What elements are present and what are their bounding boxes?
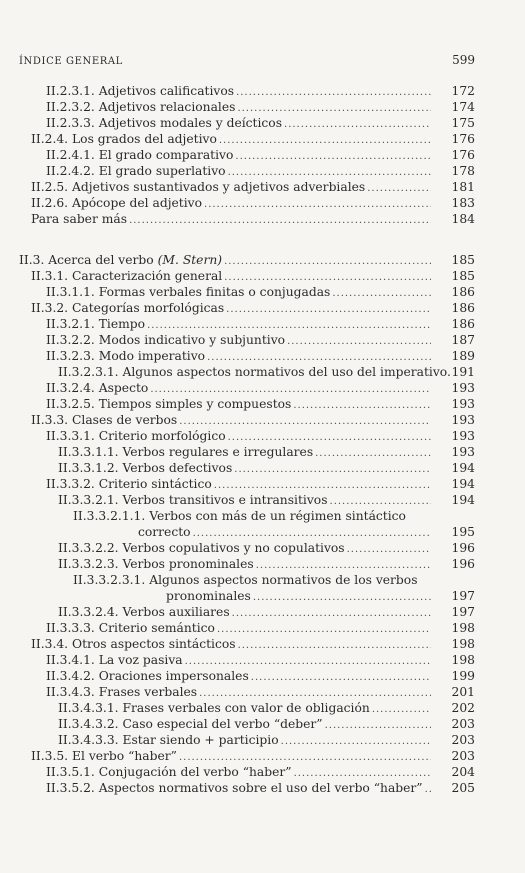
toc-entry: II.3.5. El verbo “haber” ..... 203 [0,748,525,764]
toc-entry: II.3.5.2. Aspectos normativos sobre el uso del verbo “haber” ..... 205 [0,780,525,796]
toc-entry: II.3.3.2.3.1. Algunos aspectos normativos de los verbos [73,573,418,587]
toc-entry: II.3.1.1. Formas verbales finitas o conjugadas ..... 186 [0,284,525,300]
toc-entry: II.3.2.5. Tiempos simples y compuestos ..... 193 [0,396,525,412]
toc-entry: II.3.4.3.3. Estar siendo + participio ..... 203 [0,732,525,748]
toc-entry: II.3.2.2. Modos indicativo y subjuntivo ..... 187 [0,332,525,348]
toc-entry: II.3.3.1. Criterio morfológico ..... 193 [0,428,525,444]
toc-entry: II.2.6. Apócope del adjetivo ..... 183 [0,195,525,211]
toc-entry: II.3.5.1. Conjugación del verbo “haber” ..... 204 [0,764,525,780]
toc-entry-section: II.3. Acerca del verbo (M. Stern) ..... 185 [0,252,525,268]
toc-entry: II.3.4.1. La voz pasiva ..... 198 [0,652,525,668]
toc-entry: II.3.2.3.1. Algunos aspectos normativos del uso del imperativo. 191 [58,365,475,379]
toc-entry: II.3.2.4. Aspecto ..... 193 [0,380,525,396]
toc-entry: II.3.4.3. Frases verbales ..... 201 [0,684,525,700]
toc-entry: Para saber más ..... 184 [0,211,525,227]
toc-entry: II.3.4.3.2. Caso especial del verbo “deber” ..... 203 [0,716,525,732]
toc-entry: II.3.4. Otros aspectos sintácticos ..... 198 [0,636,525,652]
toc-entry: II.3.2.1. Tiempo ..... 186 [0,316,525,332]
toc-entry: II.2.3.3. Adjetivos modales y deícticos ..... 175 [0,115,525,131]
toc-entry: II.3.3.2.1.1. Verbos con más de un régimen sintáctico [73,509,406,523]
toc-entry: II.2.5. Adjetivos sustantivados y adjetivos adverbiales ..... 181 [0,179,525,195]
toc-entry: II.3.3.2.4. Verbos auxiliares ..... 197 [0,604,525,620]
toc-entry: II.3.3.2.2. Verbos copulativos y no copulativos ..... 196 [0,540,525,556]
toc-entry: II.3.4.3.1. Frases verbales con valor de obligación ..... 202 [0,700,525,716]
toc-entry: II.3.3.2.1. Verbos transitivos e intransitivos ..... 194 [0,492,525,508]
toc-entry: II.3.1. Caracterización general ..... 185 [0,268,525,284]
header-title: ÍNDICE GENERAL [19,56,123,67]
toc-entry: pronominales ..... 197 [0,588,525,604]
toc-entry: II.3.3.2.3. Verbos pronominales ..... 196 [0,556,525,572]
toc-entry: II.3.3. Clases de verbos ..... 193 [0,412,525,428]
toc-entry: II.3.3.3. Criterio semántico ..... 198 [0,620,525,636]
toc-entry: II.2.4.2. El grado superlativo ..... 178 [0,163,525,179]
toc-entry: II.3.4.2. Oraciones impersonales ..... 199 [0,668,525,684]
header-page-number: 599 [452,53,475,67]
toc-entry: II.3.3.1.1. Verbos regulares e irregulares ..... 193 [0,444,525,460]
toc-entry: II.2.4.1. El grado comparativo ..... 176 [0,147,525,163]
toc-entry: II.2.4. Los grados del adjetivo ..... 176 [0,131,525,147]
toc-entry: II.3.3.2. Criterio sintáctico ..... 194 [0,476,525,492]
toc-entry: II.3.2. Categorías morfológicas ..... 186 [0,300,525,316]
running-header [19,53,475,67]
toc-entry: correcto ..... 195 [0,524,525,540]
toc-entry: II.2.3.1. Adjetivos calificativos ..... 172 [0,83,525,99]
toc-entry: II.3.3.1.2. Verbos defectivos ..... 194 [0,460,525,476]
toc-entry: II.3.2.3. Modo imperativo ..... 189 [0,348,525,364]
toc-entry: II.2.3.2. Adjetivos relacionales ..... 174 [0,99,525,115]
